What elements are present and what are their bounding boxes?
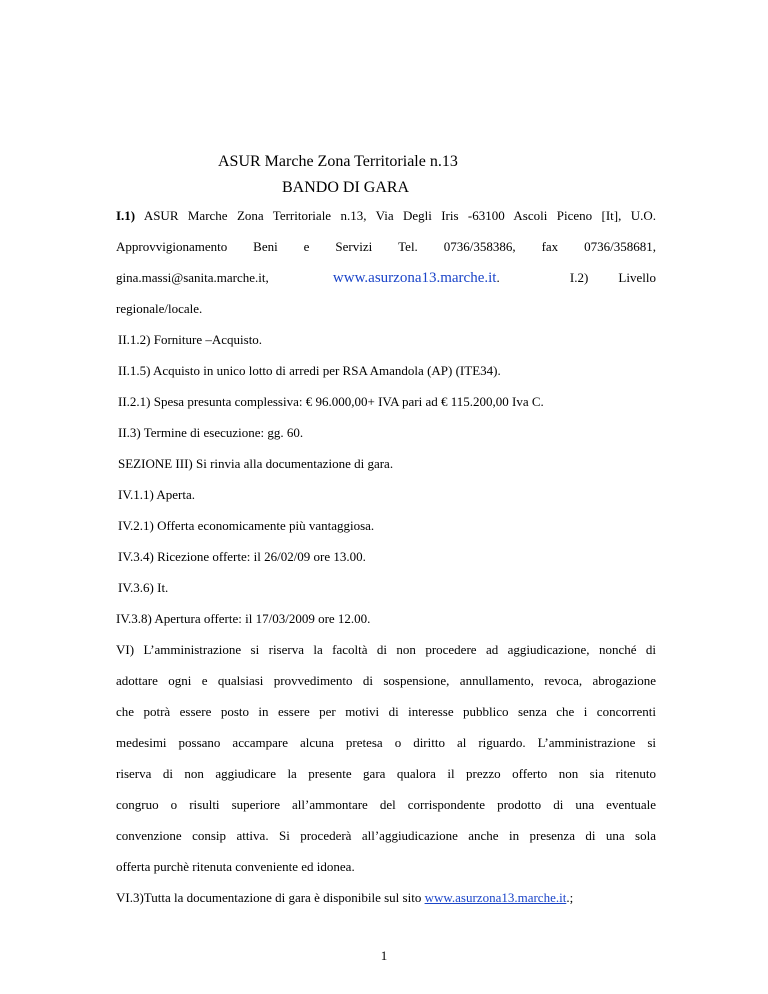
section-vi-line: convenzione consip attiva. Si procederà all’aggiudicazione anche in presenza di una sola [116, 828, 656, 843]
section-i1-word: 0736/358681, [584, 239, 656, 254]
section-i1-word: Beni [253, 239, 278, 254]
section-ii21: II.2.1) Spesa presunta complessiva: € 96.000,00+ IVA pari ad € 115.200,00 Iva C. [118, 394, 544, 409]
section-vi-line: che potrà essere posto in essere per motivi di interesse pubblico senza che i concorrenti [116, 704, 656, 719]
section-vi-line: medesimi possano accampare alcuna pretesa o diritto al riguardo. L’amministrazione si [116, 735, 656, 750]
section-vi-line: riserva di non aggiudicare la presente gara qualora il prezzo offerto non sia ritenuto [116, 766, 656, 781]
document-title: BANDO DI GARA [282, 179, 410, 196]
section-vi-line: VI) L’amministrazione si riserva la facoltà di non procedere ad aggiudicazione, nonché di [116, 642, 656, 657]
website-text[interactable]: www.asurzona13.marche.it. [332, 270, 500, 286]
section-iii: SEZIONE III) Si rinvia alla documentazione di gara. [118, 456, 394, 471]
page-number: 1 [380, 948, 388, 963]
section-vi-line: adottare ogni e qualsiasi provvedimento di sospensione, annullamento, revoca, abrogazione [116, 673, 656, 688]
section-iv11: IV.1.1) Aperta. [118, 487, 196, 502]
section-vi3 [116, 890, 573, 906]
section-iv21: IV.2.1) Offerta economicamente più vantaggiosa. [118, 518, 375, 533]
organization-heading: ASUR Marche Zona Territoriale n.13 [218, 153, 458, 170]
section-i2-label: I.2) [569, 270, 589, 285]
section-i1-line2 [116, 239, 656, 255]
section-vi3-text: VI.3)Tutta la documentazione di gara è disponibile sul sito [116, 890, 425, 905]
section-i1-word: Tel. [398, 239, 418, 254]
section-i1-text: ASUR Marche Zona Territoriale n.13, Via Degli Iris -63100 Ascoli Piceno [It], U.O. [143, 208, 656, 223]
section-iv34: IV.3.4) Ricezione offerte: il 26/02/09 ore 13.00. [118, 549, 366, 564]
contact-email: gina.massi@sanita.marche.it, [116, 270, 269, 285]
section-i1-line1 [116, 208, 656, 224]
section-vi-last-line: offerta purchè ritenuta conveniente ed idonea. [116, 859, 355, 874]
section-ii12: II.1.2) Forniture –Acquisto. [118, 332, 263, 347]
section-i2-text: Livello [618, 270, 656, 285]
section-i1-word: fax [541, 239, 559, 254]
documentation-link[interactable]: www.asurzona13.marche.it [424, 890, 567, 905]
section-ii15: II.1.5) Acquisto in unico lotto di arredi per RSA Amandola (AP) (ITE34). [118, 363, 501, 378]
section-i2-continuation: regionale/locale. [116, 301, 203, 316]
section-i1-word: 0736/358386, [443, 239, 516, 254]
section-ii3: II.3) Termine di esecuzione: gg. 60. [118, 425, 304, 440]
section-iv36: IV.3.6) It. [118, 580, 169, 595]
section-i1-line3 [116, 270, 656, 286]
section-vi3-suffix: .; [566, 890, 574, 905]
section-iv38: IV.3.8) Apertura offerte: il 17/03/2009 ore 12.00. [116, 611, 371, 626]
section-i1-word: Approvvigionamento [116, 239, 228, 254]
section-i1-word: e [303, 239, 310, 254]
section-vi-line: congruo o risulti superiore all’ammontare del corrispondente prodotto di una eventuale [116, 797, 656, 812]
section-i1-word: Servizi [335, 239, 373, 254]
section-i1-label: I.1) [116, 208, 136, 223]
